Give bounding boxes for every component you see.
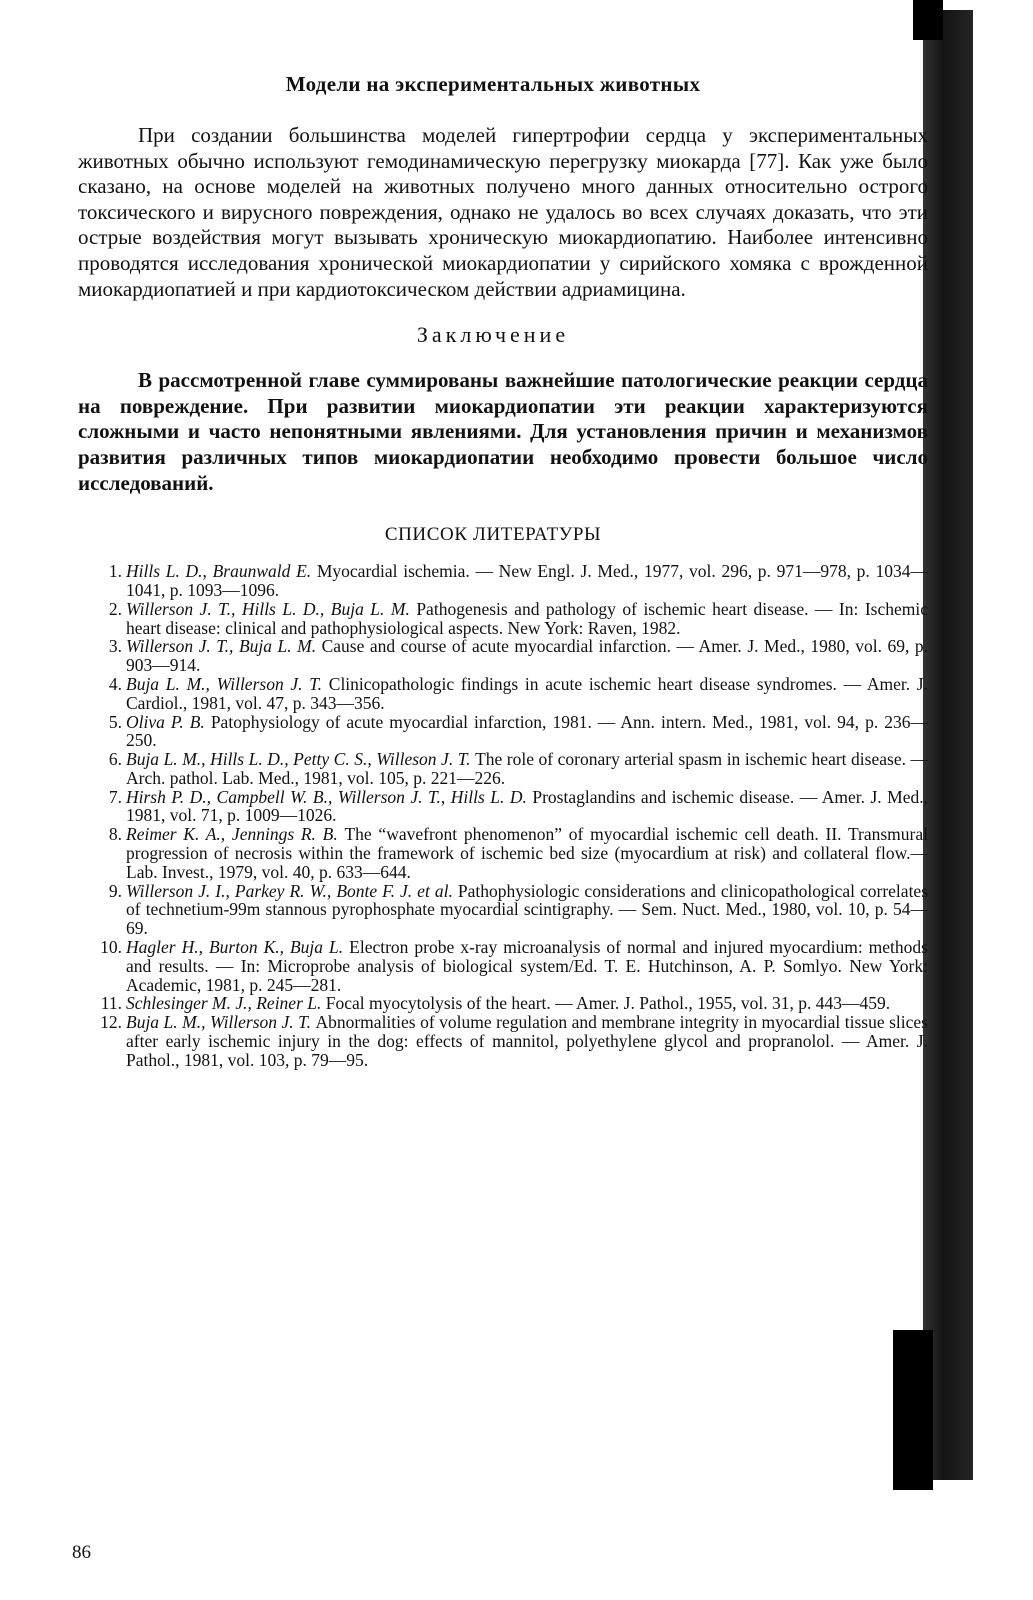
reference-authors: Buja L. M., Willerson J. T.	[126, 1012, 316, 1033]
reference-item	[78, 713, 928, 751]
reference-authors: Reimer K. A., Jennings R. B.	[126, 824, 345, 845]
reference-text: Clinicopathologic findings in acute ischemic heart disease syndromes. — Amer. J. Cardiol., 1981, vol. 47, p. 343—356.	[126, 673, 928, 713]
reference-item	[78, 994, 928, 1013]
reference-number: 9.	[108, 880, 122, 901]
reference-text: Patophysiology of acute myocardial infarction, 1981. — Ann. intern. Med., 1981, vol. 94, p. 236—250.	[126, 711, 928, 751]
reference-item	[78, 882, 928, 938]
reference-authors: Hills L. D., Braunwald E.	[126, 561, 317, 582]
reference-item	[78, 562, 928, 600]
reference-number: 2.	[108, 598, 122, 619]
reference-text: Cause and course of acute myocardial infarction. — Amer. J. Med., 1980, vol. 69, p. 903—914.	[126, 636, 929, 676]
reference-number: 8.	[108, 824, 122, 845]
reference-text: Abnormalities of volume regulation and membrane integrity in myocardial tissue slices after early ischemic injury in the dog: effects of mannitol, polyethylene glycol and propranolol. — Amer. J. Pathol., 1981, vol. 103, p. 79—95.	[126, 1012, 928, 1070]
reference-number: 1.	[108, 561, 122, 582]
reference-text: Focal myocytolysis of the heart. — Amer. J. Pathol., 1955, vol. 31, p. 443—459.	[325, 993, 891, 1014]
reference-item	[78, 675, 928, 713]
reference-item	[78, 938, 928, 994]
reference-item	[78, 637, 928, 675]
page-content	[78, 62, 928, 1070]
scan-shadow-top	[913, 0, 943, 40]
reference-authors: Buja L. M., Hills L. D., Petty C. S., Willeson J. T.	[126, 749, 476, 770]
reference-number: 3.	[108, 636, 122, 657]
reference-authors: Schlesinger M. J., Reiner L.	[126, 993, 326, 1014]
references-list	[78, 562, 928, 1070]
reference-text: Electron probe x-ray microanalysis of normal and injured myocardium: methods and results. — In: Microprobe analysis of biological system/Ed. T. E. Hutchinson, A. P. Somlyo. New York: Academic, 1981, p. 245—281.	[126, 937, 928, 995]
reference-text: The “wavefront phenomenon” of myocardial ischemic cell death. II. Transmural progression of necrosis within the framework of ischemic bed size (myocardium at risk) and collateral flow.— Lab. Invest., 1979, vol. 40, p. 633—644.	[126, 824, 928, 882]
reference-authors: Buja L. M., Willerson J. T.	[126, 673, 329, 694]
reference-item	[78, 600, 928, 638]
reference-item	[78, 788, 928, 826]
scan-shadow-lower	[893, 1330, 933, 1490]
conclusion-title: Заключение	[416, 322, 570, 348]
reference-number: 5.	[108, 711, 122, 732]
reference-authors: Willerson J. T., Buja L. M.	[126, 636, 322, 657]
page-number: 86	[72, 1542, 91, 1563]
paragraph-models: При создании большинства моделей гипертрофии сердца у экспериментальных животных обычно используют гемодинамическую перегрузку миокарда [77]. Как уже было сказано, на основе моделей на животных получено много данных относительно острого токсического и вирусного повреждения, однако не удалось во всех случаях доказать, что эти острые воздействия могут вызывать хроническую миокардиопатию. Наиболее интенсивно проводятся исследования хронической миокардиопатии у сирийского хомяка с врожденной миокардиопатией и при кардиотоксическом действии адриамицина.	[78, 123, 928, 301]
reference-item	[78, 750, 928, 788]
reference-number: 6.	[108, 749, 122, 770]
scan-shadow-edge	[923, 10, 973, 1480]
reference-text: Pathogenesis and pathology of ischemic heart disease. — In: Ischemic heart disease: clinical and pathophysiological aspects. New York: Raven, 1982.	[126, 598, 928, 638]
reference-authors: Willerson J. I., Parkey R. W., Bonte F. J. et al.	[126, 880, 458, 901]
reference-text: Pathophysiologic considerations and clinicopathological correlates of technetium-99m stannous pyrophosphate myocardial scintigraphy. — Sem. Nuct. Med., 1980, vol. 10, p. 54—69.	[126, 880, 929, 939]
reference-authors: Oliva P. B.	[126, 711, 211, 732]
paragraph-conclusion: В рассмотренной главе суммированы важнейшие патологические реакции сердца на повреждение. При развитии миокардиопатии эти реакции характеризуются сложными и часто непонятными явлениями. Для установления причин и механизмов развития различных типов миокардиопатии необходимо провести большое число исследований.	[78, 368, 928, 495]
reference-number: 12.	[100, 1012, 122, 1033]
reference-authors: Hirsh P. D., Campbell W. B., Willerson J. T., Hills L. D.	[126, 786, 533, 807]
reference-item	[78, 825, 928, 881]
section-heading: Модели на экспериментальных животных	[285, 72, 701, 96]
reference-number: 4.	[108, 673, 122, 694]
reference-text: Myocardial ischemia. — New Engl. J. Med., 1977, vol. 296, p. 971—978, p. 1034—1041, p. 1093—1096.	[126, 561, 928, 600]
reference-number: 10.	[100, 937, 122, 958]
reference-authors: Willerson J. T., Hills L. D., Buja L. M.	[126, 598, 417, 619]
reference-text: The role of coronary arterial spasm in ischemic heart disease. — Arch. pathol. Lab. Med., 1981, vol. 105, p. 221—226.	[126, 749, 928, 788]
reference-authors: Hagler H., Burton K., Buja L.	[126, 937, 350, 958]
reference-text: Prostaglandins and ischemic disease. — Amer. J. Med., 1981, vol. 71, p. 1009—1026.	[126, 786, 928, 826]
reference-item	[78, 1013, 928, 1069]
reference-number: 11.	[100, 993, 122, 1014]
reference-number: 7.	[108, 786, 122, 807]
references-title: СПИСОК ЛИТЕРАТУРЫ	[384, 524, 602, 546]
